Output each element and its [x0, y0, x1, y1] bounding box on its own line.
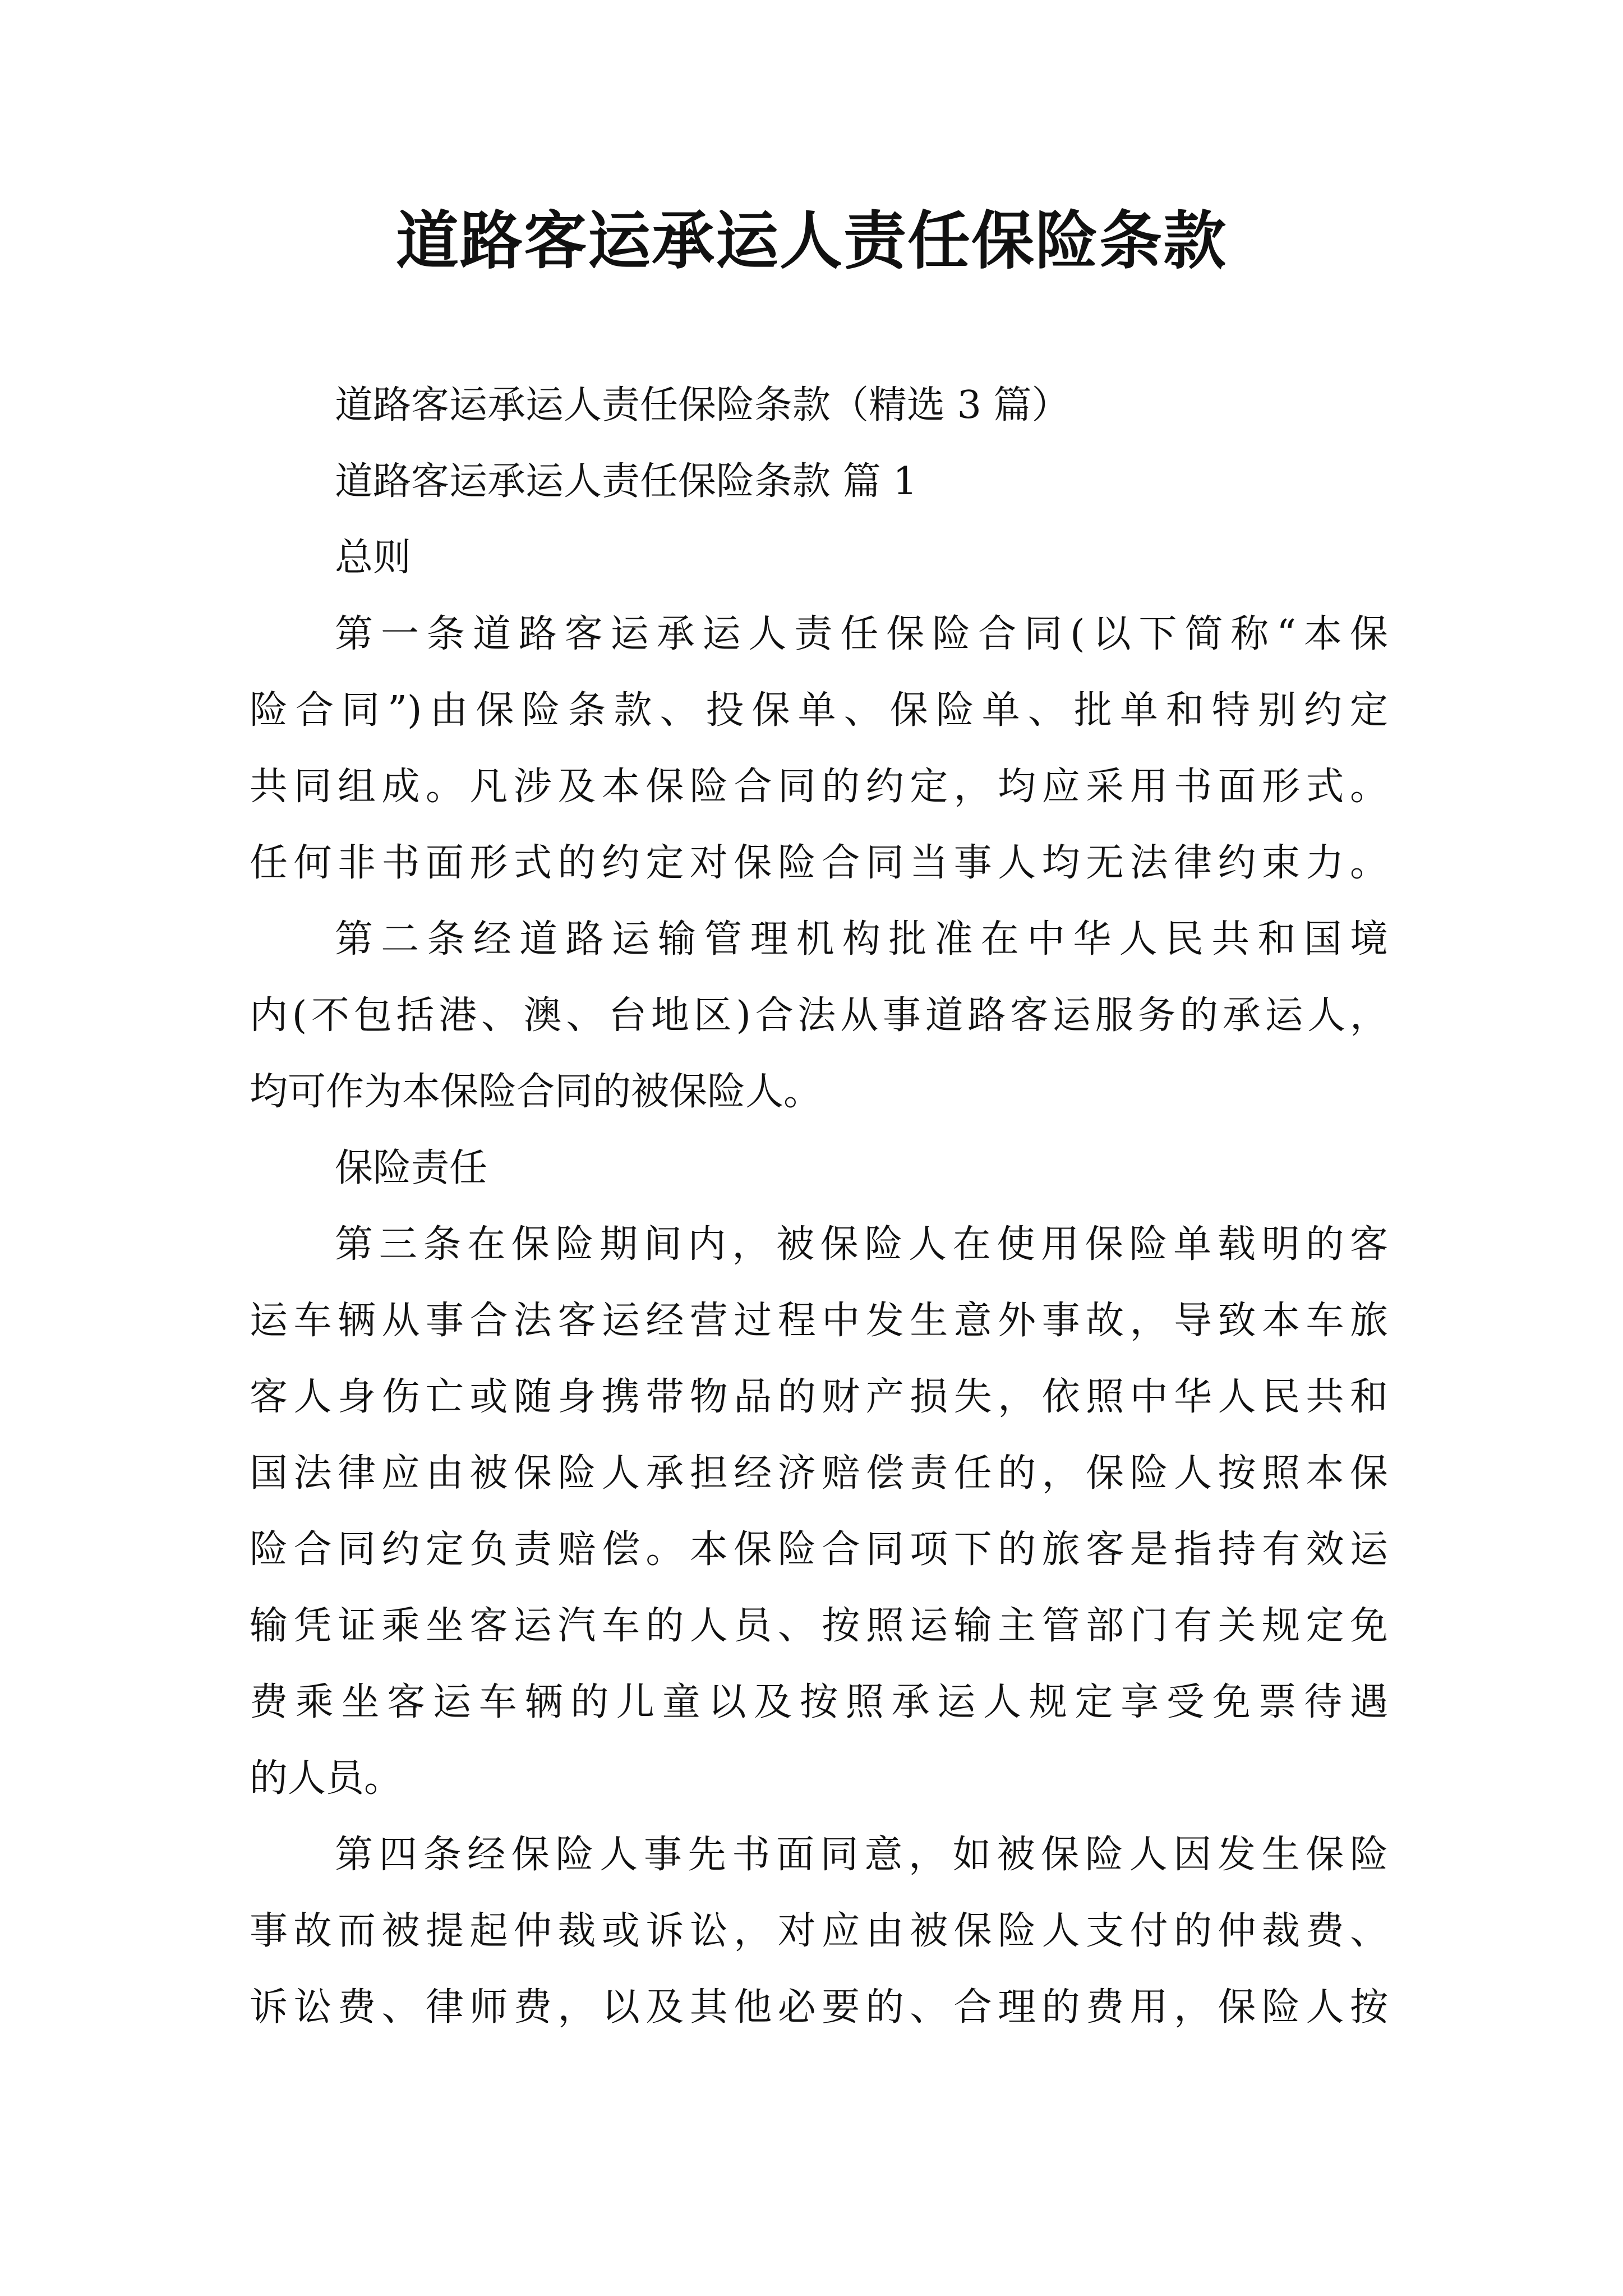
text-line: 运车辆从事合法客运经营过程中发生意外事故，导致本车旅	[250, 1299, 1388, 1343]
text-line: 保险责任	[335, 1146, 488, 1190]
text-line: 第一条道路客运承运人责任保险合同(以下简称“本保	[335, 612, 1388, 656]
text-line: 险合同约定负责赔偿。本保险合同项下的旅客是指持有效运	[250, 1527, 1388, 1572]
text-line: 道路客运承运人责任保险条款 篇 1	[335, 459, 917, 504]
document-body	[250, 367, 1388, 2046]
text-line: 事故而被提起仲裁或诉讼，对应由被保险人支付的仲裁费、	[250, 1909, 1388, 1953]
text-line: 诉讼费、律师费，以及其他必要的、合理的费用，保险人按	[250, 1985, 1388, 2030]
text-line: 任何非书面形式的约定对保险合同当事人均无法律约束力。	[250, 841, 1388, 885]
text-line: 客人身伤亡或随身携带物品的财产损失，依照中华人民共和	[250, 1375, 1388, 1419]
text-line: 国法律应由被保险人承担经济赔偿责任的，保险人按照本保	[250, 1451, 1388, 1496]
text-line: 费乘坐客运车辆的儿童以及按照承运人规定享受免票待遇	[250, 1680, 1388, 1724]
text-line: 总则	[335, 536, 412, 580]
text-line: 道路客运承运人责任保险条款（精选 3 篇）	[335, 383, 1070, 427]
text-line: 均可作为本保险合同的被保险人。	[250, 1070, 822, 1114]
text-line: 第三条在保险期间内，被保险人在使用保险单载明的客	[335, 1222, 1388, 1267]
text-line: 共同组成。凡涉及本保险合同的约定，均应采用书面形式。	[250, 765, 1388, 809]
text-line: 内(不包括港、澳、台地区)合法从事道路客运服务的承运人，	[250, 993, 1388, 1038]
text-line: 险合同”)由保险条款、投保单、保险单、批单和特别约定	[250, 688, 1388, 733]
document-title: 道路客运承运人责任保险条款	[396, 204, 1227, 278]
text-line: 的人员。	[250, 1756, 403, 1801]
text-line: 输凭证乘坐客运汽车的人员、按照运输主管部门有关规定免	[250, 1604, 1388, 1648]
text-line: 第二条经道路运输管理机构批准在中华人民共和国境	[335, 917, 1388, 961]
text-line: 第四条经保险人事先书面同意，如被保险人因发生保险	[335, 1833, 1388, 1877]
